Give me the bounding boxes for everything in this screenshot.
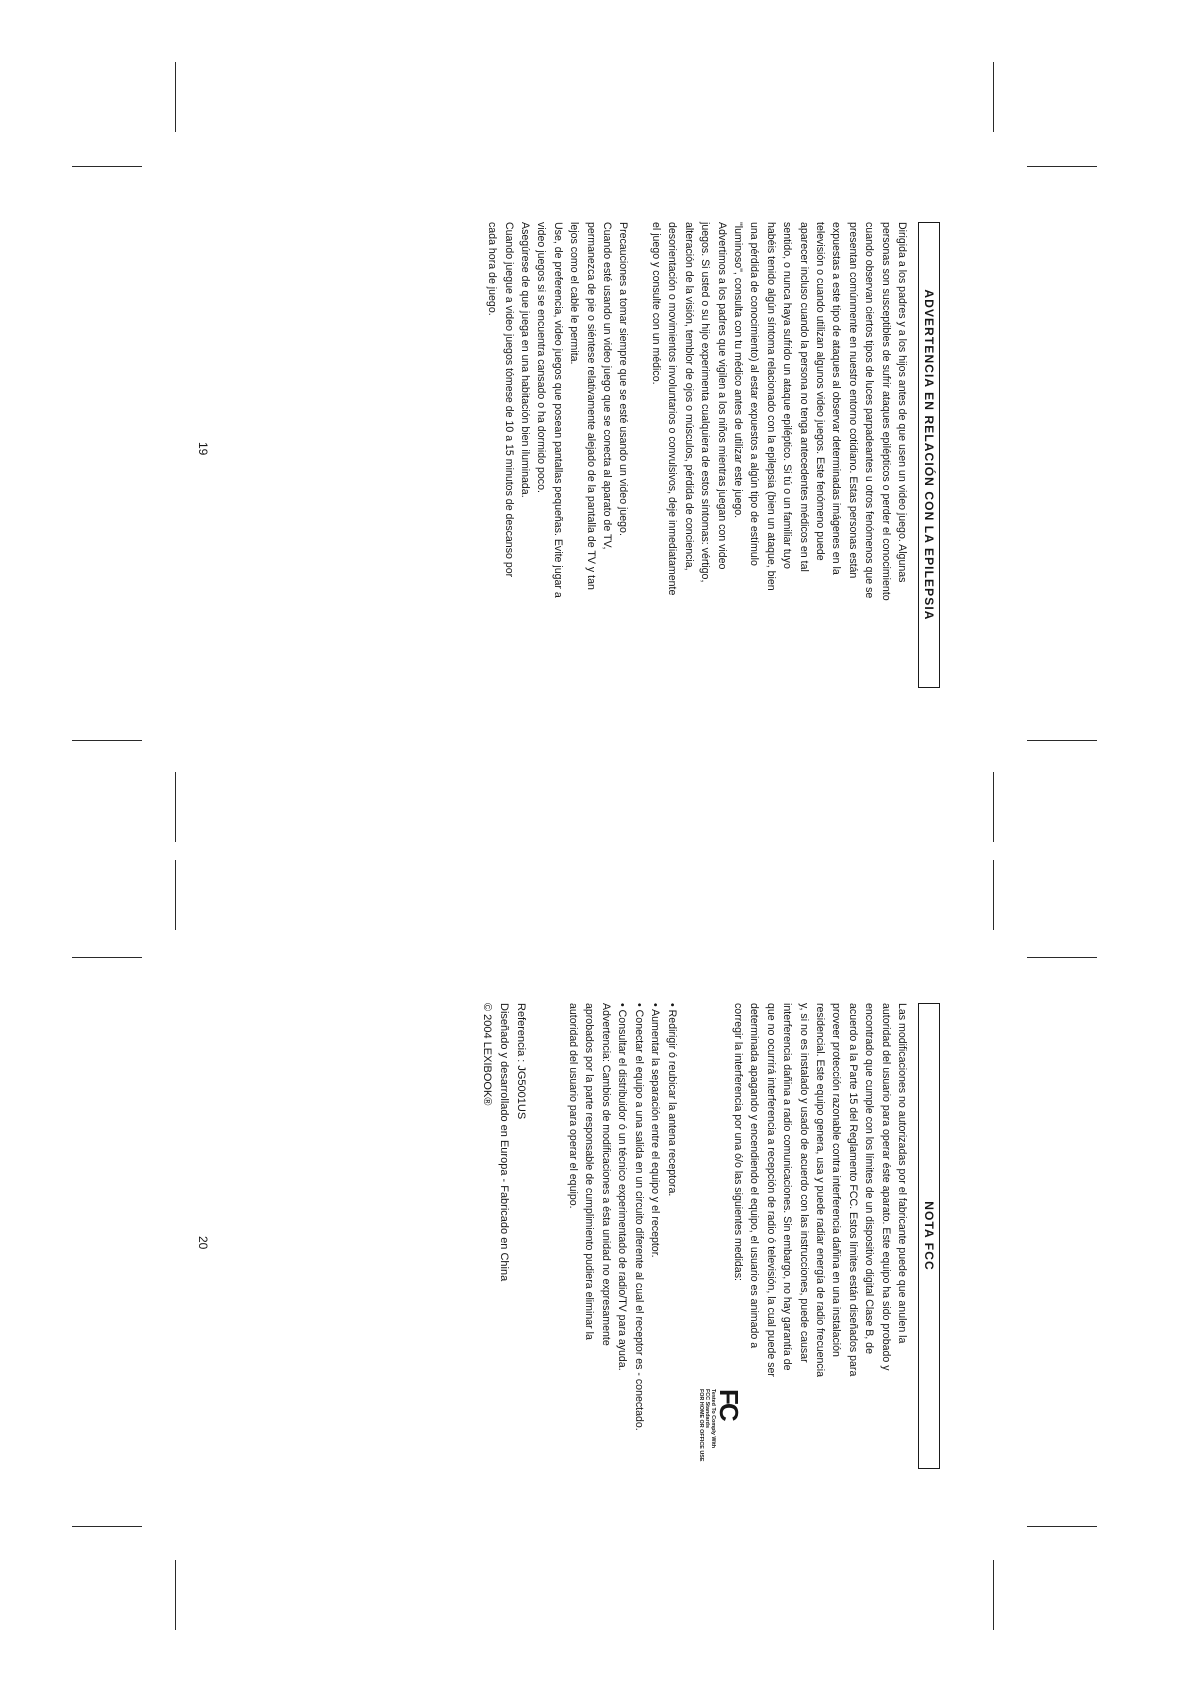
text-line: Advertimos a los padres que vigilen a los niños mientras juegan con video — [715, 222, 728, 570]
epilepsy-warning-page — [484, 222, 940, 688]
fcc-logo-mark: FC — [714, 1389, 744, 1420]
text-line: aparecer incluso cuando la persona no tenga antecedentes médicos en tal — [797, 222, 810, 572]
epilepsy-warning-title: ADVERTENCIA EN RELACIÓN CON LA EPILEPSIA — [918, 222, 940, 688]
text-line: habéis tenido algún síntoma relacionado con la epilepsia (bien un ataque, bien — [764, 222, 777, 591]
fcc-logo-caption: FCC Standards — [704, 1389, 710, 1428]
text-line: proveer protección razonable contra interferencia dañina en una instalación — [830, 1003, 843, 1357]
text-line: corregir la interferencia por una ó/o las siguientes medidas: — [731, 1003, 744, 1281]
origin-line: Diseñado y desarrollado en Europa - Fabricado en China — [497, 1003, 510, 1282]
text-line: Asegúrese de que juega en una habitación bien iluminada. — [519, 222, 532, 498]
crop-mark — [1027, 740, 1097, 741]
text-line: Advertencia: Cambios de modificaciones a ésta unidad no expresamente — [599, 1003, 612, 1346]
page-number: 20 — [196, 1236, 210, 1250]
fcc-note-page — [478, 1003, 940, 1469]
crop-mark — [72, 957, 142, 958]
text-line: televisión o cuando utilizan algunos video juegos. Este fenómeno puede — [813, 222, 826, 561]
text-line: autoridad del usuario para operar el equipo. — [567, 1003, 580, 1209]
crop-mark — [993, 772, 994, 842]
reference-line: Referencia : JG5001US — [514, 1003, 527, 1120]
crop-mark — [1027, 166, 1097, 167]
text-line: video juegos si se encuentra cansado o ha dormido poco. — [535, 222, 548, 493]
crop-mark — [175, 772, 176, 842]
text-line: encontrado que cumple con los límites de un dispositivo digital Clase B, de — [863, 1003, 876, 1354]
text-line: residencial. Este equipo genera, usa y puede radiar energía de radio frecuencia — [813, 1003, 826, 1377]
text-line: que no ocurrirá interferencia a recepción de radio ó televisión, la cual puede ser — [764, 1003, 777, 1377]
fcc-note-paragraph — [478, 1003, 910, 1469]
crop-mark — [993, 62, 994, 132]
text-line: y, si no es instalado y usado de acuerdo con las instrucciones, puede causar — [797, 1003, 810, 1363]
list-item: • Conectar el equipo a una salida en un circuito diferente al cual el receptor es - conectado. — [632, 1003, 645, 1431]
text-line: Cuando juegue a video juegos tómese de 10 a 15 minutos de descanso por — [502, 222, 515, 578]
copyright-line: © 2004 LEXIBOOK® — [480, 1003, 493, 1106]
crop-mark — [72, 1526, 142, 1527]
text-line: Las modificaciones no autorizadas por el fabricante puede que anulen la — [896, 1003, 908, 1344]
text-line: Cuando esté usando un video juego que se conecta al aparato de TV, — [601, 222, 614, 550]
text-line: Dirigida a los padres y a los hijos antes de que usen un video juego. Algunas — [896, 222, 908, 583]
crop-mark — [993, 860, 994, 930]
text-line: desorientación o movimientos involuntarios o convulsivos, deje inmediatamente — [666, 222, 679, 596]
crop-mark — [72, 740, 142, 741]
text-line: sentido, o nunca haya sufrido un ataque epiléptico. Si tú o un familiar tuyo — [781, 222, 794, 569]
crop-mark — [1027, 1526, 1097, 1527]
text-line: permanezca de pie o siéntese relativamente alejado de la pantalla de TV y tan — [584, 222, 597, 590]
text-line: alteración de la visión, temblor de ojos o músculos, pérdida de conciencia, — [682, 222, 695, 571]
text-line: personas son susceptibles de sufrir ataques epilépticos o perder el conocimiento — [879, 222, 892, 601]
crop-mark — [175, 860, 176, 930]
fcc-logo-caption: Tested To Comply With — [710, 1389, 716, 1449]
page-number: 19 — [196, 442, 210, 456]
fcc-logo — [696, 1389, 742, 1469]
list-item: • Consultar el distribuidor ó un técnico experimentado de radio/TV para ayuda. — [616, 1003, 629, 1371]
fcc-logo-caption: FOR HOME OR OFFICE USE — [698, 1389, 704, 1462]
epilepsy-warning-paragraph — [484, 222, 910, 688]
text-line: cuando observan ciertos tipos de luces parpadeantes u otros fenómenos que se — [863, 222, 876, 599]
crop-mark — [1027, 957, 1097, 958]
text-line: Precauciones a tomar siempre que se esté usando un video juego. — [617, 222, 630, 536]
text-line: acuerdo a la Parte 15 del Reglamento FCC. Estos límites están diseñados para — [846, 1003, 859, 1377]
text-line: aprobados por la parte responsable de cumplimiento pudiera eliminar la — [583, 1003, 596, 1340]
list-item: • Aumentar la separación entre el equipo y el receptor. — [649, 1003, 662, 1258]
text-line: expuestas a este tipo de ataques al observar determinadas imágenes en la — [830, 222, 843, 575]
crop-mark — [993, 1560, 994, 1630]
crop-mark — [175, 1560, 176, 1630]
text-line: el juego y consulte con un médico. — [649, 222, 662, 385]
text-line: presentan comúnmente en nuestro entorno cotidiano. Estas personas están — [846, 222, 859, 579]
product-footer — [478, 1003, 529, 1469]
crop-mark — [175, 62, 176, 132]
text-line: Use, de preferencia, video juegos que posean pantallas pequeñas. Evite jugar a — [551, 222, 564, 598]
text-line: lejos como el cable le permita. — [568, 222, 581, 365]
text-line: una pérdida de conocimiento) al estar expuestos a algún tipo de estímulo — [748, 222, 761, 566]
text-line: juegos. Si usted o su hijo experimenta cualquiera de estos síntomas: vértigo, — [699, 222, 712, 583]
list-item: • Redirigir ó reubicar la antena receptora. — [665, 1003, 678, 1197]
text-line: cada hora de juego. — [486, 222, 499, 316]
text-line: interferencia dañina a radio comunicaciones. Sin embargo, no hay garantía de — [781, 1003, 794, 1371]
crop-mark — [72, 166, 142, 167]
text-line: autoridad del usuario para operar éste aparato. Este equipo ha sido probado y — [879, 1003, 892, 1371]
fcc-note-title: NOTA FCC — [918, 1003, 940, 1469]
text-line: determinada apagando y encendiendo el equipo, el usuario es animado a — [748, 1003, 761, 1349]
text-line: "luminoso", consulta con tu médico antes de utilizar este juego. — [731, 222, 744, 519]
